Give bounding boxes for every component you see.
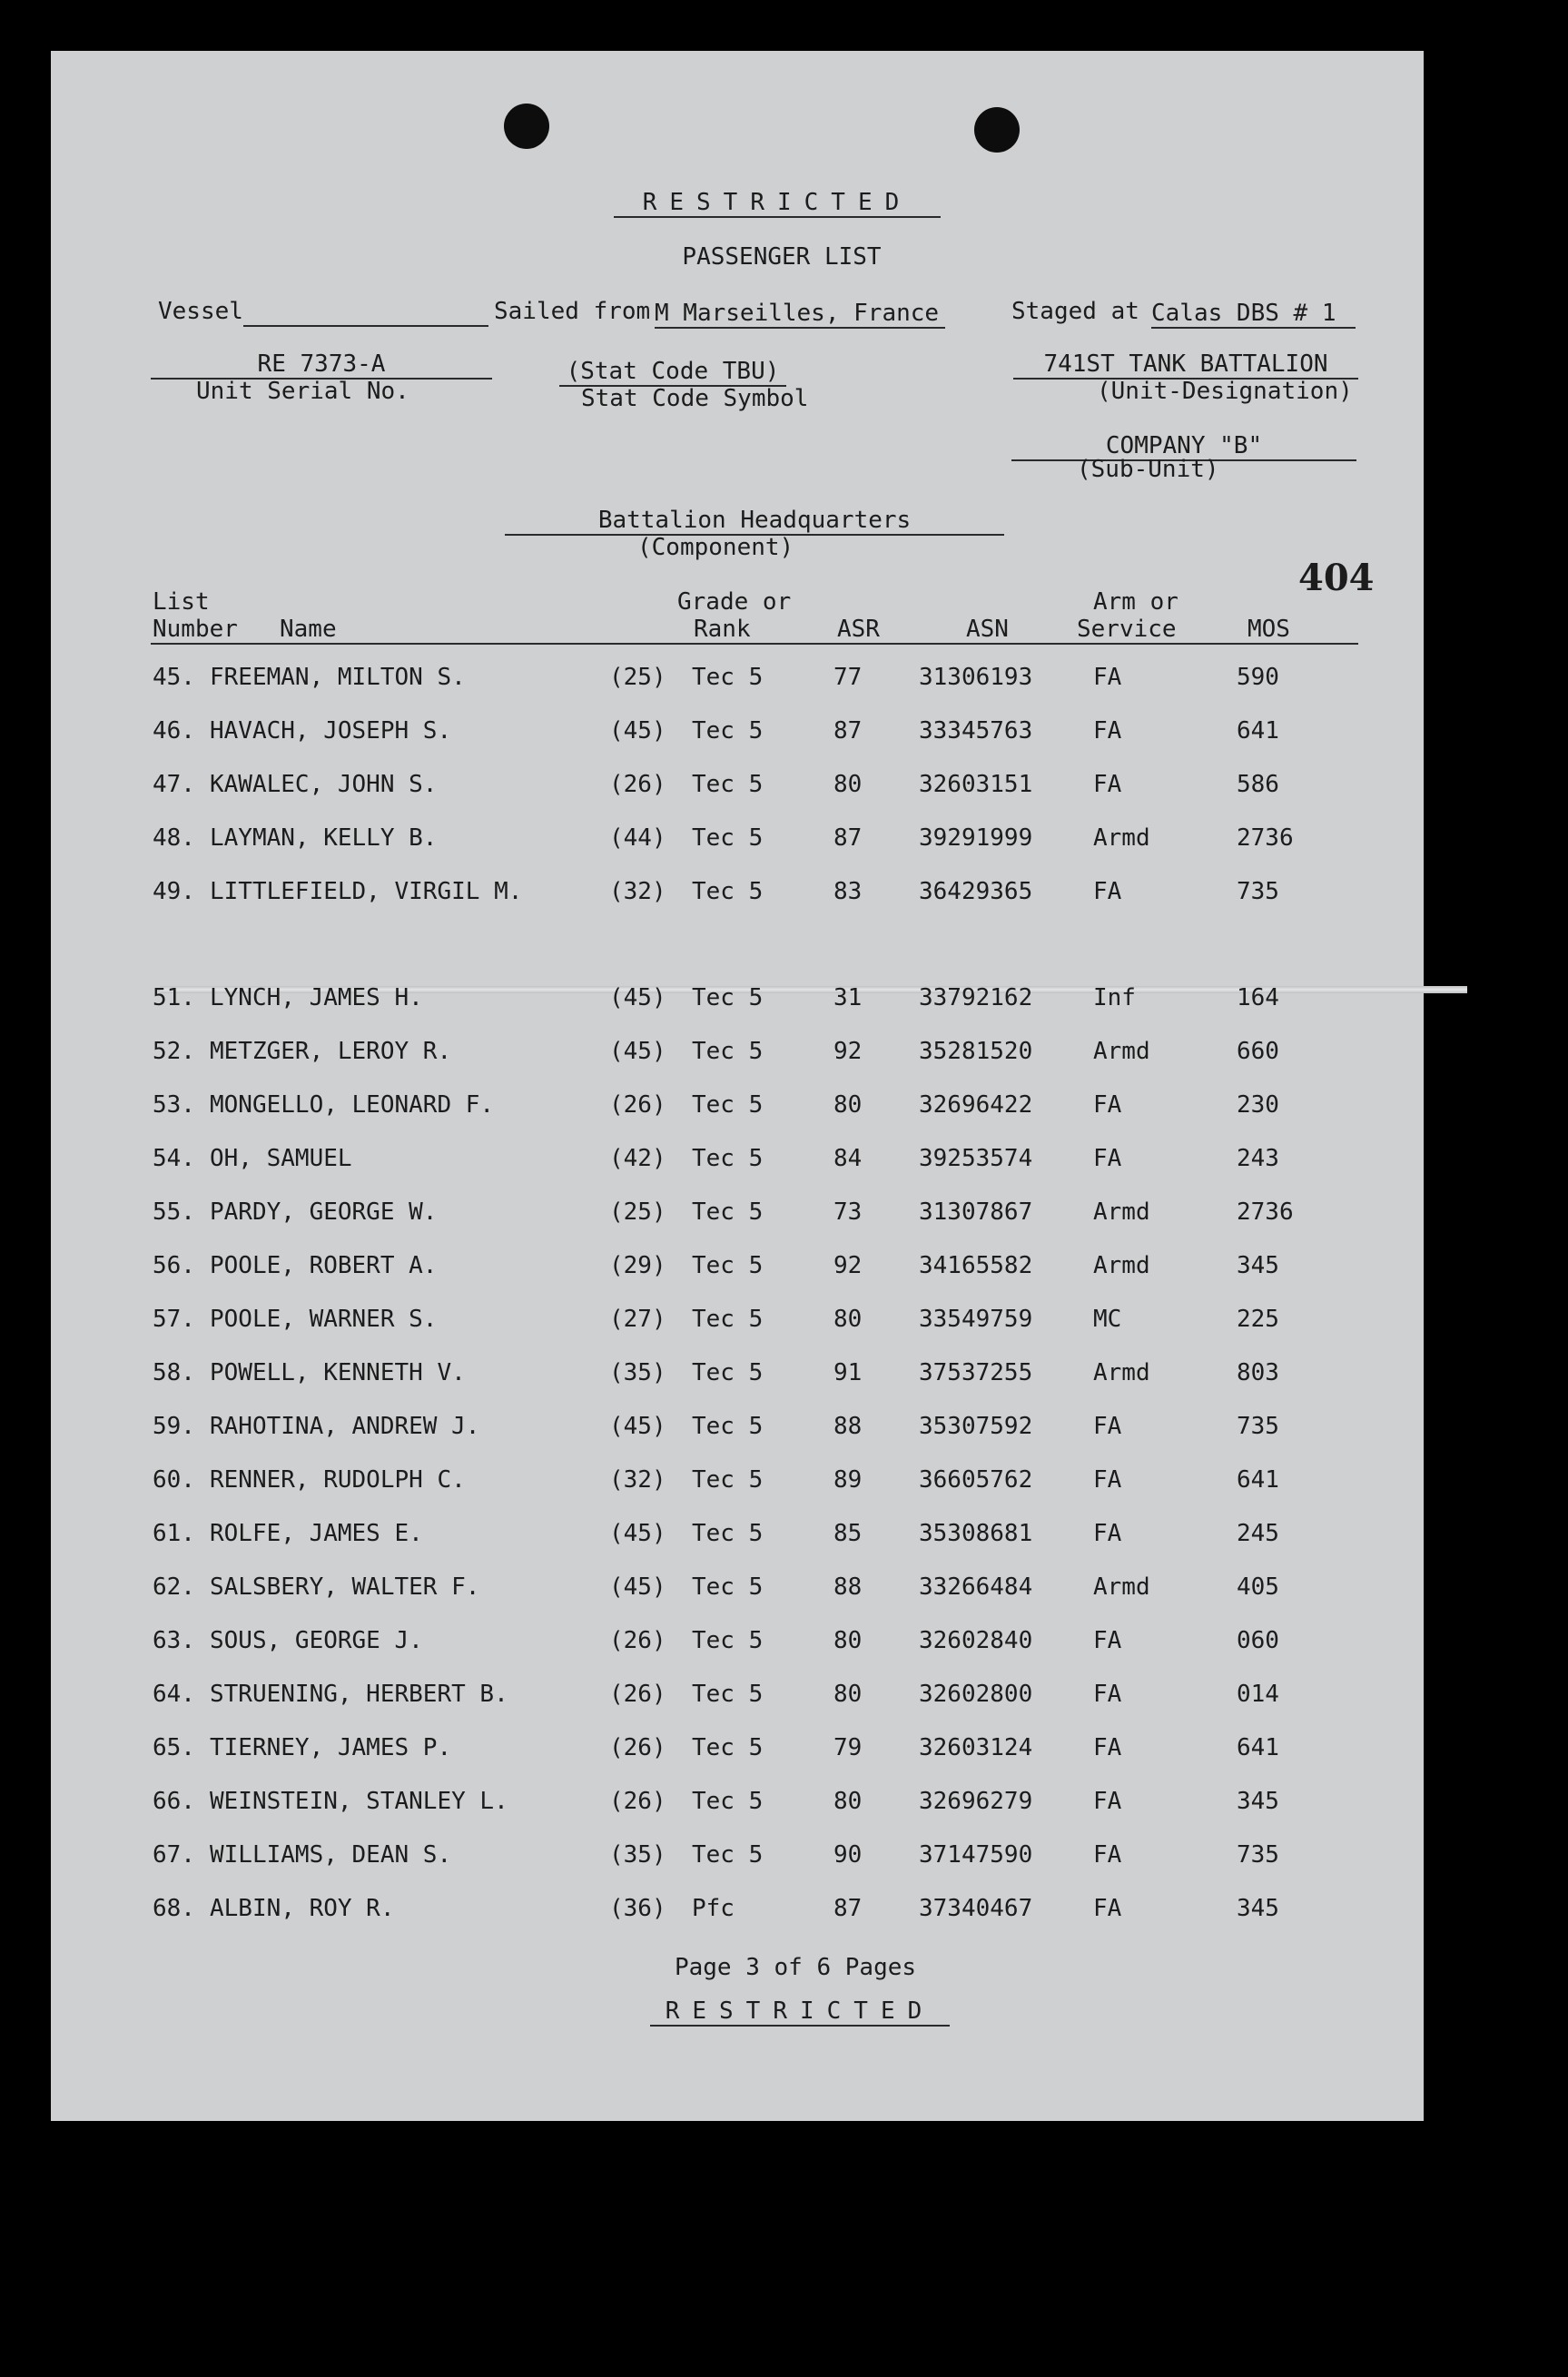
- row-asr: 73: [833, 1198, 863, 1226]
- row-arm: Armd: [1093, 1252, 1150, 1279]
- row-asn: 31306193: [919, 664, 1033, 691]
- row-asr: 80: [833, 1627, 863, 1654]
- row-age: (26): [609, 1734, 666, 1761]
- unit-designation-value: 741ST TANK BATTALION: [1013, 350, 1358, 380]
- row-number: 68.: [153, 1895, 195, 1922]
- row-asr: 85: [833, 1520, 863, 1547]
- row-asn: 37147590: [919, 1841, 1033, 1869]
- row-mos: 243: [1237, 1145, 1279, 1172]
- row-arm: Armd: [1093, 824, 1150, 852]
- sub-unit-label: (Sub-Unit): [1077, 456, 1219, 483]
- row-asr: 80: [833, 1306, 863, 1333]
- row-asr: 77: [833, 664, 863, 691]
- row-name: KAWALEC, JOHN S.: [210, 771, 438, 798]
- row-asr: 84: [833, 1145, 863, 1172]
- row-age: (27): [609, 1306, 666, 1333]
- col-grade-top: Grade or: [677, 588, 792, 616]
- row-number: 59.: [153, 1413, 195, 1440]
- row-age: (42): [609, 1145, 666, 1172]
- row-name: RENNER, RUDOLPH C.: [210, 1466, 466, 1494]
- col-asn: ASN: [966, 616, 1009, 643]
- col-asr: ASR: [837, 616, 880, 643]
- vessel-label: Vessel: [158, 298, 243, 325]
- row-arm: FA: [1093, 1841, 1122, 1869]
- row-asn: 32603151: [919, 771, 1033, 798]
- row-asn: 32602800: [919, 1681, 1033, 1708]
- row-name: METZGER, LEROY R.: [210, 1038, 452, 1065]
- row-age: (45): [609, 717, 666, 745]
- row-rank: Tec 5: [692, 1520, 764, 1547]
- row-asr: 87: [833, 717, 863, 745]
- row-arm: FA: [1093, 717, 1122, 745]
- row-name: SALSBERY, WALTER F.: [210, 1573, 480, 1601]
- row-number: 56.: [153, 1252, 195, 1279]
- row-number: 58.: [153, 1359, 195, 1386]
- row-rank: Tec 5: [692, 878, 764, 905]
- row-arm: FA: [1093, 1627, 1122, 1654]
- row-rank: Tec 5: [692, 771, 764, 798]
- row-age: (32): [609, 878, 666, 905]
- row-mos: 225: [1237, 1306, 1279, 1333]
- row-mos: 164: [1237, 984, 1279, 1011]
- row-asr: 31: [833, 984, 863, 1011]
- row-number: 66.: [153, 1788, 195, 1815]
- row-asr: 92: [833, 1252, 863, 1279]
- row-asn: 31307867: [919, 1198, 1033, 1226]
- row-name: OH, SAMUEL: [210, 1145, 352, 1172]
- row-name: MONGELLO, LEONARD F.: [210, 1091, 495, 1119]
- row-name: HAVACH, JOSEPH S.: [210, 717, 452, 745]
- row-age: (26): [609, 1091, 666, 1119]
- row-mos: 230: [1237, 1091, 1279, 1119]
- row-asr: 92: [833, 1038, 863, 1065]
- unit-designation-label: (Unit-Designation): [1097, 378, 1353, 405]
- row-mos: 345: [1237, 1252, 1279, 1279]
- row-number: 48.: [153, 824, 195, 852]
- row-age: (25): [609, 664, 666, 691]
- row-mos: 2736: [1237, 824, 1294, 852]
- row-number: 45.: [153, 664, 195, 691]
- row-asr: 79: [833, 1734, 863, 1761]
- row-mos: 641: [1237, 717, 1279, 745]
- col-arm-bottom: Service: [1077, 616, 1177, 643]
- row-mos: 735: [1237, 878, 1279, 905]
- staged-at-label: Staged at: [1011, 298, 1139, 325]
- row-number: 55.: [153, 1198, 195, 1226]
- row-rank: Tec 5: [692, 1681, 764, 1708]
- row-asn: 36429365: [919, 878, 1033, 905]
- row-age: (29): [609, 1252, 666, 1279]
- punch-hole-right: [974, 107, 1020, 153]
- row-rank: Tec 5: [692, 1091, 764, 1119]
- row-rank: Tec 5: [692, 1466, 764, 1494]
- row-age: (26): [609, 1681, 666, 1708]
- row-name: RAHOTINA, ANDREW J.: [210, 1413, 480, 1440]
- col-arm-top: Arm or: [1093, 588, 1178, 616]
- row-asr: 91: [833, 1359, 863, 1386]
- row-rank: Tec 5: [692, 1252, 764, 1279]
- row-number: 47.: [153, 771, 195, 798]
- row-name: POOLE, WARNER S.: [210, 1306, 438, 1333]
- row-name: LYNCH, JAMES H.: [210, 984, 423, 1011]
- row-mos: 660: [1237, 1038, 1279, 1065]
- row-arm: Inf: [1093, 984, 1136, 1011]
- sailed-from-label: Sailed from: [494, 298, 651, 325]
- row-mos: 590: [1237, 664, 1279, 691]
- restricted-footer: RESTRICTED: [650, 1997, 950, 2027]
- row-arm: FA: [1093, 878, 1122, 905]
- row-number: 52.: [153, 1038, 195, 1065]
- row-age: (25): [609, 1198, 666, 1226]
- row-arm: FA: [1093, 771, 1122, 798]
- row-asr: 80: [833, 1788, 863, 1815]
- component-value: Battalion Headquarters: [505, 507, 1004, 536]
- row-asn: 37537255: [919, 1359, 1033, 1386]
- row-arm: Armd: [1093, 1038, 1150, 1065]
- row-number: 62.: [153, 1573, 195, 1601]
- unit-serial-value: RE 7373-A: [151, 350, 492, 380]
- row-asn: 34165582: [919, 1252, 1033, 1279]
- col-name: Name: [280, 616, 337, 643]
- row-age: (44): [609, 824, 666, 852]
- vessel-value: [243, 298, 488, 327]
- row-asn: 33792162: [919, 984, 1033, 1011]
- row-age: (45): [609, 1520, 666, 1547]
- row-name: WEINSTEIN, STANLEY L.: [210, 1788, 508, 1815]
- punch-hole-left: [504, 104, 549, 149]
- row-number: 61.: [153, 1520, 195, 1547]
- sailed-from-value: M Marseilles, France: [655, 300, 945, 329]
- row-mos: 735: [1237, 1841, 1279, 1869]
- row-mos: 345: [1237, 1788, 1279, 1815]
- row-age: (45): [609, 984, 666, 1011]
- row-rank: Tec 5: [692, 1413, 764, 1440]
- row-number: 49.: [153, 878, 195, 905]
- row-rank: Tec 5: [692, 1788, 764, 1815]
- row-arm: FA: [1093, 1895, 1122, 1922]
- stat-code-value: (Stat Code TBU): [559, 358, 786, 387]
- row-asn: 36605762: [919, 1466, 1033, 1494]
- row-age: (45): [609, 1573, 666, 1601]
- row-rank: Tec 5: [692, 1627, 764, 1654]
- row-asn: 32696279: [919, 1788, 1033, 1815]
- row-arm: FA: [1093, 1091, 1122, 1119]
- row-number: 54.: [153, 1145, 195, 1172]
- row-number: 64.: [153, 1681, 195, 1708]
- row-asn: 33549759: [919, 1306, 1033, 1333]
- row-rank: Tec 5: [692, 1198, 764, 1226]
- row-arm: FA: [1093, 1681, 1122, 1708]
- row-asr: 80: [833, 1681, 863, 1708]
- row-arm: FA: [1093, 1413, 1122, 1440]
- row-name: POOLE, ROBERT A.: [210, 1252, 438, 1279]
- row-asn: 32603124: [919, 1734, 1033, 1761]
- row-number: 67.: [153, 1841, 195, 1869]
- row-rank: Pfc: [692, 1895, 735, 1922]
- row-mos: 405: [1237, 1573, 1279, 1601]
- document-page: [51, 51, 1424, 2121]
- col-list-top: List: [153, 588, 210, 616]
- row-name: TIERNEY, JAMES P.: [210, 1734, 452, 1761]
- row-name: WILLIAMS, DEAN S.: [210, 1841, 452, 1869]
- row-rank: Tec 5: [692, 1841, 764, 1869]
- row-asn: 32696422: [919, 1091, 1033, 1119]
- row-arm: FA: [1093, 1788, 1122, 1815]
- row-rank: Tec 5: [692, 1306, 764, 1333]
- stat-code-label: Stat Code Symbol: [581, 385, 809, 412]
- row-asn: 32602840: [919, 1627, 1033, 1654]
- col-mos: MOS: [1247, 616, 1290, 643]
- row-age: (35): [609, 1359, 666, 1386]
- row-number: 53.: [153, 1091, 195, 1119]
- sub-unit-value: COMPANY "B": [1011, 432, 1356, 461]
- row-asn: 35308681: [919, 1520, 1033, 1547]
- row-asr: 90: [833, 1841, 863, 1869]
- row-mos: 014: [1237, 1681, 1279, 1708]
- row-mos: 2736: [1237, 1198, 1294, 1226]
- row-asr: 88: [833, 1413, 863, 1440]
- row-arm: Armd: [1093, 1359, 1150, 1386]
- row-arm: FA: [1093, 1520, 1122, 1547]
- row-asr: 80: [833, 771, 863, 798]
- row-asn: 33266484: [919, 1573, 1033, 1601]
- row-name: FREEMAN, MILTON S.: [210, 664, 466, 691]
- header-rule: [151, 643, 1358, 645]
- restricted-title: RESTRICTED: [614, 189, 941, 218]
- row-asr: 80: [833, 1091, 863, 1119]
- row-mos: 245: [1237, 1520, 1279, 1547]
- row-age: (26): [609, 1788, 666, 1815]
- row-rank: Tec 5: [692, 1734, 764, 1761]
- row-age: (26): [609, 1627, 666, 1654]
- row-asr: 83: [833, 878, 863, 905]
- row-mos: 586: [1237, 771, 1279, 798]
- row-arm: Armd: [1093, 1198, 1150, 1226]
- row-rank: Tec 5: [692, 1038, 764, 1065]
- row-arm: FA: [1093, 664, 1122, 691]
- row-age: (35): [609, 1841, 666, 1869]
- row-asr: 88: [833, 1573, 863, 1601]
- row-asr: 89: [833, 1466, 863, 1494]
- staged-at-value: Calas DBS # 1: [1151, 300, 1356, 329]
- row-asn: 39253574: [919, 1145, 1033, 1172]
- row-arm: Armd: [1093, 1573, 1150, 1601]
- row-number: 51.: [153, 984, 195, 1011]
- unit-serial-label: Unit Serial No.: [196, 378, 409, 405]
- row-number: 63.: [153, 1627, 195, 1654]
- row-number: 60.: [153, 1466, 195, 1494]
- row-name: ROLFE, JAMES E.: [210, 1520, 423, 1547]
- row-name: LITTLEFIELD, VIRGIL M.: [210, 878, 523, 905]
- row-asr: 87: [833, 1895, 863, 1922]
- row-asn: 33345763: [919, 717, 1033, 745]
- row-mos: 060: [1237, 1627, 1279, 1654]
- row-age: (45): [609, 1038, 666, 1065]
- row-number: 65.: [153, 1734, 195, 1761]
- row-number: 46.: [153, 717, 195, 745]
- row-rank: Tec 5: [692, 664, 764, 691]
- row-age: (32): [609, 1466, 666, 1494]
- row-arm: FA: [1093, 1734, 1122, 1761]
- col-list-bottom: Number: [153, 616, 238, 643]
- row-rank: Tec 5: [692, 824, 764, 852]
- row-mos: 345: [1237, 1895, 1279, 1922]
- row-rank: Tec 5: [692, 984, 764, 1011]
- row-age: (36): [609, 1895, 666, 1922]
- row-rank: Tec 5: [692, 717, 764, 745]
- row-name: LAYMAN, KELLY B.: [210, 824, 438, 852]
- row-rank: Tec 5: [692, 1359, 764, 1386]
- row-mos: 641: [1237, 1466, 1279, 1494]
- row-number: 57.: [153, 1306, 195, 1333]
- row-arm: FA: [1093, 1145, 1122, 1172]
- row-rank: Tec 5: [692, 1145, 764, 1172]
- row-age: (26): [609, 771, 666, 798]
- row-name: POWELL, KENNETH V.: [210, 1359, 466, 1386]
- stamp-number: 404: [1298, 557, 1375, 599]
- row-asr: 87: [833, 824, 863, 852]
- passenger-list-title: PASSENGER LIST: [682, 243, 882, 271]
- row-name: STRUENING, HERBERT B.: [210, 1681, 508, 1708]
- row-mos: 735: [1237, 1413, 1279, 1440]
- row-asn: 39291999: [919, 824, 1033, 852]
- page-indicator: Page 3 of 6 Pages: [674, 1954, 917, 1981]
- row-asn: 37340467: [919, 1895, 1033, 1922]
- row-arm: MC: [1093, 1306, 1122, 1333]
- row-arm: FA: [1093, 1466, 1122, 1494]
- row-age: (45): [609, 1413, 666, 1440]
- row-rank: Tec 5: [692, 1573, 764, 1601]
- row-name: ALBIN, ROY R.: [210, 1895, 395, 1922]
- row-asn: 35307592: [919, 1413, 1033, 1440]
- component-label: (Component): [637, 534, 794, 561]
- col-grade-bottom: Rank: [694, 616, 751, 643]
- row-mos: 803: [1237, 1359, 1279, 1386]
- row-mos: 641: [1237, 1734, 1279, 1761]
- row-name: PARDY, GEORGE W.: [210, 1198, 438, 1226]
- row-asn: 35281520: [919, 1038, 1033, 1065]
- row-name: SOUS, GEORGE J.: [210, 1627, 423, 1654]
